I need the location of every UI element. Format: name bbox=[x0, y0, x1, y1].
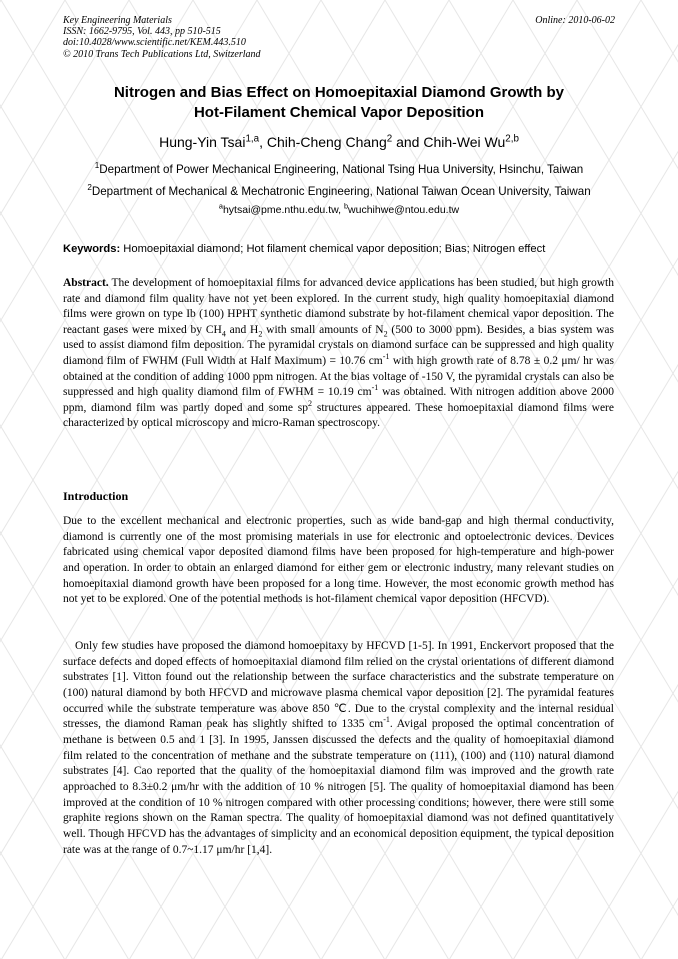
affiliation-2-marker: 2 bbox=[87, 183, 92, 193]
abstract-text-7: structures appeared. These homoepitaxial diamond films were characterized by optical microscopy and micro-Raman spectroscopy. bbox=[63, 401, 614, 430]
keywords-line bbox=[63, 242, 623, 256]
author-emails bbox=[60, 203, 618, 217]
abstract-text-6: was obtained. With nitrogen addition above 2000 ppm, diamond film was partly doped and some sp bbox=[63, 386, 614, 414]
keywords-text: Homoepitaxial diamond; Hot filament chemical vapor deposition; Bias; Nitrogen effect bbox=[120, 243, 546, 255]
email-a-marker: a bbox=[218, 201, 223, 211]
abstract-paragraph bbox=[63, 276, 614, 432]
affiliation-2-text: Department of Mechanical & Mechatronic Engineering, National Taiwan Ocean University, Taiwan bbox=[91, 185, 591, 198]
journal-issn: ISSN: 1662-9795, Vol. 443, pp 510-515 bbox=[63, 26, 221, 38]
intro-paragraph-2-part-a: Only few studies have proposed the diamond homoepitaxy by HFCVD [1-5]. In 1991, Enckervort proposed that the surface defects and doped effects of homoepitaxial diamond film relied on the crystal orientations of different diamond substrates [1]. Vitton found out the relationship between the surface characteristics and the substrate temperature on (100) natural diamond by both HFCVD and microwave plasma chemical vapor deposition [2]. The pyramidal features occurred while the substrate temperature was above 850 ℃. Due to the crystal complexity and the internal residual stresses, the diamond Raman peak has slightly shifted to 1335 cm bbox=[63, 640, 614, 731]
author-1-name: Hung-Yin Tsai bbox=[159, 134, 246, 150]
online-date: Online: 2010-06-02 bbox=[535, 15, 615, 26]
title-line-2: Hot-Filament Chemical Vapor Deposition bbox=[193, 104, 485, 121]
intro-paragraph-2-sup: -1 bbox=[383, 715, 390, 725]
journal-copyright: © 2010 Trans Tech Publications Ltd, Switzerland bbox=[63, 48, 261, 60]
abstract-sup-2: -1 bbox=[371, 383, 379, 393]
abstract-text-3: with small amounts of N bbox=[262, 323, 384, 336]
keywords-label: Keywords: bbox=[63, 243, 121, 255]
author-1-affil-marker: 1,a bbox=[245, 133, 260, 145]
abstract-text-4: (500 to 3000 ppm). Besides, a bias system was used to assist diamond film deposition. The pyramidal crystals on diamond surface can be suppressed and high quality diamond film of FWHM (Full Width at Half Maximum) = 10.76 cm bbox=[63, 323, 614, 367]
abstract-sup-1: -1 bbox=[382, 352, 390, 362]
author-2-name: Chih-Cheng Chang bbox=[266, 134, 387, 150]
journal-name: Key Engineering Materials bbox=[63, 15, 172, 26]
affiliation-2 bbox=[50, 185, 628, 199]
author-separator-1: , bbox=[259, 134, 267, 150]
email-b[interactable]: wuchihwe@ntou.edu.tw bbox=[348, 204, 460, 216]
author-list bbox=[60, 133, 618, 151]
abstract-text-2: and H bbox=[225, 323, 259, 336]
author-3-affil-marker: 2,b bbox=[505, 133, 519, 145]
paper-title bbox=[60, 83, 618, 123]
journal-header bbox=[63, 15, 261, 60]
abstract-label: Abstract. bbox=[63, 277, 109, 289]
abstract-sub-2: 2 bbox=[258, 329, 263, 339]
intro-paragraph-1: Due to the excellent mechanical and electronic properties, such as wide band-gap and high thermal conductivity, diamond is currently one of the most promising materials in use for electronic and optoelectronic devices. Devices fabricated using chemical vapor deposited diamond films have been proposed for high-temperature and high-power and operation. In order to obtain an enlarged diamond for either gem or electronic industry, many relevant studies on homoepitaxial diamond growth have been proposed for a long time. However, the most economic growth method has not yet to be explored. One of the potential methods is hot-filament chemical vapor deposition (HFCVD). bbox=[63, 515, 614, 606]
author-3-name: Chih-Wei Wu bbox=[423, 134, 506, 150]
affiliation-1-text: Department of Power Mechanical Engineering, National Tsing Hua University, Hsinchu, Taiwan bbox=[99, 163, 584, 176]
email-b-marker: b bbox=[343, 201, 349, 211]
affiliation-1 bbox=[50, 163, 628, 177]
abstract-sup-3: 2 bbox=[308, 398, 313, 408]
affiliation-1-marker: 1 bbox=[94, 161, 100, 171]
abstract-sub-1: 4 bbox=[221, 329, 226, 339]
section-heading-introduction: Introduction bbox=[63, 489, 129, 503]
author-separator-2: and bbox=[392, 134, 424, 150]
abstract-text-1: The development of homoepitaxial films for advanced device applications has been studied, but high growth rate and diamond film quality have not yet been explored. In the current study, high quality homoepitaxial diamond films were grown on type Ib (100) HPHT synthetic diamond substrate by hot-filament chemical vapor deposition. The reactant gases were mixed by CH bbox=[63, 277, 614, 336]
intro-paragraph-2 bbox=[63, 639, 614, 858]
author-2-affil-marker: 2 bbox=[386, 133, 393, 145]
abstract-text-5: with high growth rate of 8.78 ± 0.2 μm/ hr was obtained at the condition of adding 1000 ppm nitrogen. At the bias voltage of -150 V, the pyramidal crystals can also be suppressed and high quality diamond film of FWHM = 10.19 cm bbox=[63, 354, 614, 399]
title-line-1: Nitrogen and Bias Effect on Homoepitaxial Diamond Growth by bbox=[113, 84, 565, 101]
intro-paragraph-2-part-b: . Avigal proposed the optimal concentration of methane is between 0.5 and 1 [3]. In 1995, Janssen discussed the defects and the quality of homoepitaxial diamond film related to the concentration of methane and the substrate temperature on (111), (100) and (110) natural diamond substrates [4]. Cao reported that the quality of the homoepitaxial diamond film was improved and the growth rate approached to 8.3±0.2 μm/hr with the addition of 10 % nitrogen [5]. The quality of homoepitaxial diamond has been improved at the condition of 10 % nitrogen compared with other processing conditions; however, there were still some graphite regions shown on the Raman spectra. The quality of homoepitaxial diamond was not defined quantitatively well. Though HFCVD has the advantages of simplicity and an economical deposition equipment, the typical deposition rate was at the range of 0.7~1.17 μm/hr [1,4]. bbox=[63, 718, 614, 856]
journal-doi[interactable]: doi:10.4028/www.scientific.net/KEM.443.510 bbox=[63, 37, 246, 49]
abstract-sub-3: 2 bbox=[383, 329, 388, 339]
email-a[interactable]: hytsai@pme.nthu.edu.tw, bbox=[222, 204, 344, 216]
